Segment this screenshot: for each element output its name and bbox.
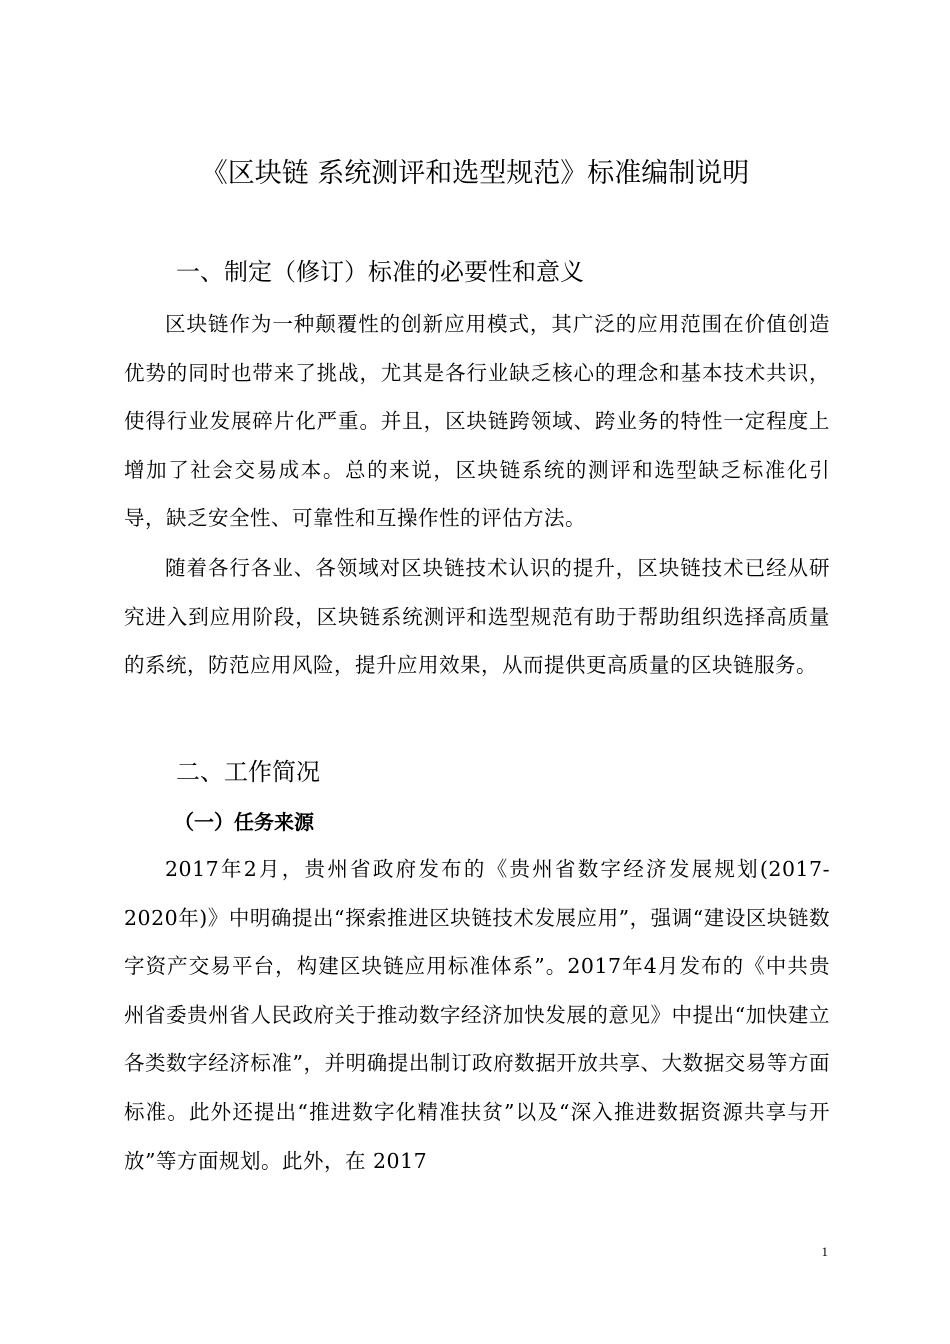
paragraph-task-source: 2017年2月，贵州省政府发布的《贵州省数字经济发展规划(2017-2020年)》中明确提出“探索推进区块链技术发展应用”，强调“建设区块链数字资产交易平台，构建区块链应用标准体系”。2017年4月发布的《中共贵州省委贵州省人民政府关于推动数字经济加快发展的意见》中提出“加快建立各类数字经济标准”，并明确提出制订政府数据开放共享、大数据交易等方面标准。此外还提出“推进数字化精准扶贫”以及“深入推进数据资源共享与开放”等方面规划。此外，在 2017 [124,857,830,1173]
document-title: 《区块链 系统测评和选型规范》标准编制说明 [200,158,750,189]
section-heading-work-overview: 二、工作简况 [176,758,320,786]
page-number: 1 [821,1244,828,1259]
paragraph-necessity-2: 随着各行各业、各领域对区块链技术认识的提升，区块链技术已经从研究进入到应用阶段，区块链系统测评和选型规范有助于帮助组织选择高质量的系统，防范应用风险，提升应用效果，从而提供更高质量的区块链服务。 [124,556,830,678]
paragraph-necessity-1: 区块链作为一种颠覆性的创新应用模式，其广泛的应用范围在价值创造优势的同时也带来了挑战，尤其是各行业缺乏核心的理念和基本技术共识，使得行业发展碎片化严重。并且，区块链跨领域、跨业务的特性一定程度上增加了社会交易成本。总的来说，区块链系统的测评和选型缺乏标准化引导，缺乏安全性、可靠性和互操作性的评估方法。 [124,312,830,531]
section-heading-necessity: 一、制定（修订）标准的必要性和意义 [176,258,584,286]
subheading-task-source: （一）任务来源 [174,810,314,834]
